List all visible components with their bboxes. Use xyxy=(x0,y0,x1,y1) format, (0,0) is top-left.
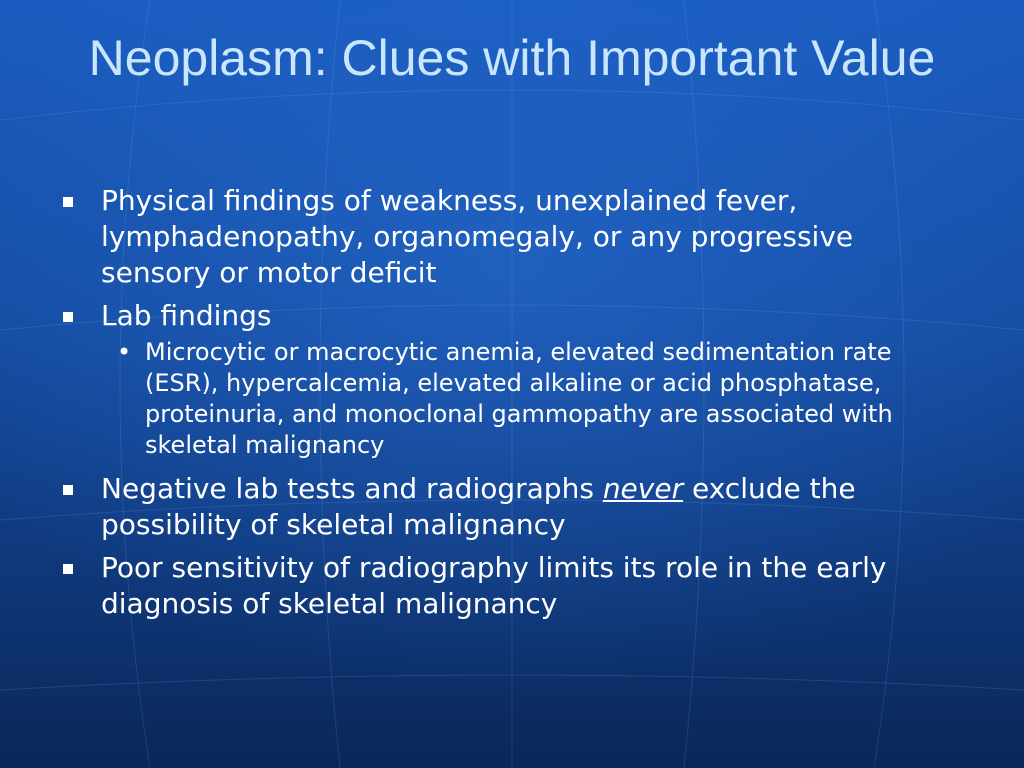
bullet-negative-tests xyxy=(60,471,970,543)
slide-title: Neoplasm: Clues with Important Value xyxy=(88,30,936,86)
bullet-text: Physical findings of weakness, unexplained fever, lymphadenopathy, organomegaly, or any progressive sensory or motor deficit xyxy=(101,184,854,289)
bullet-poor-sensitivity xyxy=(60,550,970,622)
bullet-lab-findings xyxy=(60,298,970,334)
bullet-text: Lab findings xyxy=(101,299,272,332)
square-bullet-icon xyxy=(63,485,73,495)
emphasis-never: never xyxy=(602,472,684,505)
bullet-text-after: exclude the possibility of skeletal malignancy xyxy=(101,472,856,541)
square-bullet-icon xyxy=(63,197,73,207)
square-bullet-icon xyxy=(63,312,73,322)
slide-body xyxy=(60,183,970,629)
bullet-text-before: Negative lab tests and radiographs xyxy=(101,472,603,505)
square-bullet-icon xyxy=(63,564,73,574)
sub-bullet-lab-details xyxy=(117,337,970,461)
sub-bullet-text: Microcytic or macrocytic anemia, elevated sedimentation rate (ESR), hypercalcemia, elevated alkaline or acid phosphatase, proteinuria, and monoclonal gammopathy are associated with skeletal malignancy xyxy=(145,338,893,459)
round-bullet-icon: • xyxy=(117,338,132,366)
bullet-physical-findings xyxy=(60,183,970,291)
bullet-text: Poor sensitivity of radiography limits its role in the early diagnosis of skeletal malignancy xyxy=(101,551,887,620)
